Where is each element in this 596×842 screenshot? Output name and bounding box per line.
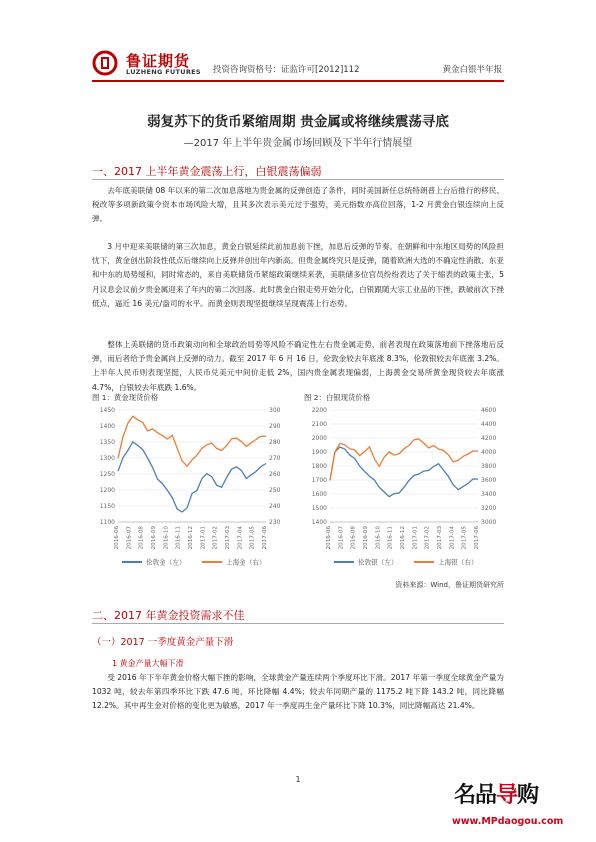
section2-paragraph: 受 2016 年下半年黄金价格大幅下挫的影响，全球黄金产量连续两个季度环比下滑。2017 年第一季度全球黄金产量为 1032 吨，较去年第四季环比下跌 47.6 吨，环比降幅 4.4%；较去年同期产量的 1175.2 吨下降 143.2 吨，同比降幅 12.2%。其中再生金对价格的变化更为敏感，2017 年一季度再生金产量环比下降 10.3%，同比降幅高达 21.4%。 bbox=[92, 673, 504, 711]
left-axis-tick-label: 1150 bbox=[99, 503, 115, 510]
legend-label: 伦敦金（左） bbox=[146, 558, 186, 567]
right-axis-tick-label: 4600 bbox=[481, 407, 497, 414]
right-axis-tick-label: 300 bbox=[269, 407, 281, 414]
right-axis-tick-label: 270 bbox=[269, 455, 281, 462]
legend-label: 伦敦银（左） bbox=[358, 558, 398, 567]
left-axis-tick-label: 1450 bbox=[99, 407, 115, 414]
silver-price-chart bbox=[304, 404, 504, 574]
luzheng-logo-icon bbox=[92, 50, 122, 76]
section1-paragraph-2: 3 月中迎来美联储的第三次加息，黄金白银延续此前加息前下挫，加息后反弹的节奏。在朝鲜和中东地区局势的风险担忧下，黄金创出阶段性低点后继续向上反弹并创出年内新高。但贵金属终究只是反弹，随着欧洲大选的不确定性消散、东亚和中东的局势缓和，同时常态的，来自美联储货币紧缩政策继续来袭，美联储多位官员纷纷表达了关于缩表的政策主张，5 月议息会议前夕贵金属迎来了年内的第二次回落。此时黄金白银走势开始分化，白银跟随大宗工业品的下挫，跌破前次下挫低点，逼近 16 美元/盎司的水平。而黄金则表现坚挺继续呈现震荡上行态势。 bbox=[92, 242, 504, 308]
section2-heading: 二、2017 年黄金投资需求不佳 bbox=[92, 609, 245, 622]
section1-paragraph-1: 去年底美联储 08 年以来的第二次加息落地为贵金属的反弹创造了条件，同时美国新任总统特朗普上台后推行的移民、税改等多项新政策令资本市场风险大增，且其多次表示美元过于强势，美元指数亦高位回落，1-2 月黄金白银连续向上反弹。 bbox=[92, 186, 504, 224]
right-axis-tick-label: 290 bbox=[269, 423, 281, 430]
series-line-left bbox=[118, 442, 266, 512]
left-axis-tick-label: 1350 bbox=[99, 439, 115, 446]
left-axis-tick-label: 1700 bbox=[311, 477, 327, 484]
watermark-url: www.MPdaogou.com bbox=[452, 816, 564, 827]
left-axis-tick-label: 2200 bbox=[311, 407, 327, 414]
x-axis-tick-label: 2017-05 bbox=[461, 526, 468, 550]
right-axis-tick-label: 280 bbox=[269, 439, 281, 446]
section2-rule bbox=[92, 623, 504, 624]
report-title: 弱复苏下的货币紧缩周期 贵金属或将继续震荡寻底 bbox=[147, 114, 449, 130]
right-axis-tick-label: 3000 bbox=[481, 519, 497, 526]
page-number: 1 bbox=[295, 775, 301, 784]
series-line-right bbox=[330, 439, 478, 480]
x-axis-tick-label: 2017-03 bbox=[225, 526, 231, 550]
x-axis-tick-label: 2016-08 bbox=[350, 526, 357, 550]
right-axis-tick-label: 230 bbox=[269, 519, 281, 526]
left-axis-tick-label: 2100 bbox=[311, 421, 327, 428]
left-axis-tick-label: 1250 bbox=[99, 471, 115, 478]
right-axis-tick-label: 4400 bbox=[481, 421, 497, 428]
left-axis-tick-label: 1600 bbox=[311, 491, 327, 498]
x-axis-tick-label: 2016-12 bbox=[400, 526, 406, 550]
left-axis-tick-label: 1800 bbox=[311, 463, 327, 470]
left-axis-tick-label: 1900 bbox=[311, 449, 327, 456]
right-axis-tick-label: 3800 bbox=[481, 463, 497, 470]
report-type: 黄金白银半年报 bbox=[442, 65, 502, 75]
x-axis-tick-label: 2016-06 bbox=[326, 526, 332, 550]
x-axis-tick-label: 2017-02 bbox=[424, 526, 431, 550]
section2-subheading: （一）2017 一季度黄金产量下滑 bbox=[92, 637, 234, 648]
license-number: 投资咨询资格号：证监许可[2012]112 bbox=[213, 65, 360, 75]
x-axis-tick-label: 2017-03 bbox=[437, 526, 443, 550]
right-axis-tick-label: 3400 bbox=[481, 491, 497, 498]
x-axis-tick-label: 2017-02 bbox=[212, 526, 219, 550]
series-line-left bbox=[330, 447, 478, 497]
x-axis-tick-label: 2017-06 bbox=[262, 526, 268, 550]
series-line-right bbox=[118, 416, 266, 466]
report-subtitle: —2017 年上半年贵金属市场回顾及下半年行情展望 bbox=[183, 138, 413, 149]
x-axis-tick-label: 2017-04 bbox=[449, 526, 456, 550]
x-axis-tick-label: 2016-12 bbox=[188, 526, 194, 550]
left-axis-tick-label: 1400 bbox=[99, 423, 115, 430]
right-axis-tick-label: 3200 bbox=[481, 505, 497, 512]
right-axis-tick-label: 4200 bbox=[481, 435, 497, 442]
x-axis-tick-label: 2016-10 bbox=[163, 526, 170, 550]
x-axis-tick-label: 2016-11 bbox=[387, 526, 394, 550]
right-axis-tick-label: 250 bbox=[269, 487, 281, 494]
left-axis-tick-label: 1100 bbox=[99, 519, 115, 526]
x-axis-tick-label: 2016-09 bbox=[151, 526, 157, 550]
watermark-logo: 名品导购 bbox=[454, 783, 539, 808]
x-axis-tick-label: 2017-06 bbox=[474, 526, 480, 550]
x-axis-tick-label: 2017-01 bbox=[412, 526, 419, 550]
right-axis-tick-label: 3600 bbox=[481, 477, 497, 484]
figure2-caption: 图 2：白银现货价格 bbox=[304, 393, 371, 402]
x-axis-tick-label: 2016-07 bbox=[126, 526, 133, 550]
left-axis-tick-label: 1300 bbox=[99, 455, 115, 462]
logo-english-name: LUZHENG FUTURES bbox=[126, 68, 201, 76]
left-axis-tick-label: 2000 bbox=[311, 435, 327, 442]
figure1-caption: 图 1：黄金现货价格 bbox=[92, 393, 159, 402]
section2-subsubheading: 1 黄金产量大幅下滑 bbox=[112, 659, 184, 668]
right-axis-tick-label: 4000 bbox=[481, 449, 497, 456]
x-axis-tick-label: 2016-07 bbox=[338, 526, 345, 550]
legend-label: 上海银（右） bbox=[438, 558, 478, 567]
section1-paragraph-3: 整体上美联储的货币政策动向和全球政治局势等风险不确定性左右贵金属走势，前者表现在政策落地前下挫落地后反弹，而后者给予贵金属向上反弹的动力。截至 2017 年 6 月 16 日，伦敦金较去年底涨 8.3%，伦敦银较去年底涨 3.2%。上半年人民币则表现坚挺，人民币兑美元中间价走低 2%，国内贵金属表现偏弱，上海黄金交易所黄金现货较去年底涨 4.7%，白银较去年底跌 1.6%。 bbox=[92, 340, 504, 392]
header-rule bbox=[92, 80, 504, 82]
left-axis-tick-label: 1400 bbox=[311, 519, 327, 526]
section1-heading: 一、2017 上半年黄金震荡上行，白银震荡偏弱 bbox=[92, 165, 322, 178]
x-axis-tick-label: 2016-09 bbox=[363, 526, 369, 550]
section1-rule bbox=[92, 179, 504, 180]
x-axis-tick-label: 2016-11 bbox=[175, 526, 182, 550]
x-axis-tick-label: 2017-01 bbox=[200, 526, 207, 550]
gold-price-chart bbox=[92, 404, 292, 574]
x-axis-tick-label: 2016-06 bbox=[114, 526, 120, 550]
left-axis-tick-label: 1200 bbox=[99, 487, 115, 494]
x-axis-tick-label: 2016-08 bbox=[138, 526, 145, 550]
right-axis-tick-label: 260 bbox=[269, 471, 281, 478]
logo-chinese-name: 鲁证期货 bbox=[126, 52, 191, 70]
x-axis-tick-label: 2017-04 bbox=[237, 526, 244, 550]
legend-label: 上海金（右） bbox=[226, 558, 266, 567]
x-axis-tick-label: 2016-10 bbox=[375, 526, 382, 550]
x-axis-tick-label: 2017-05 bbox=[249, 526, 256, 550]
left-axis-tick-label: 1500 bbox=[311, 505, 327, 512]
figure-source: 资料来源：Wind，鲁证期货研究所 bbox=[395, 581, 504, 589]
right-axis-tick-label: 240 bbox=[269, 503, 281, 510]
